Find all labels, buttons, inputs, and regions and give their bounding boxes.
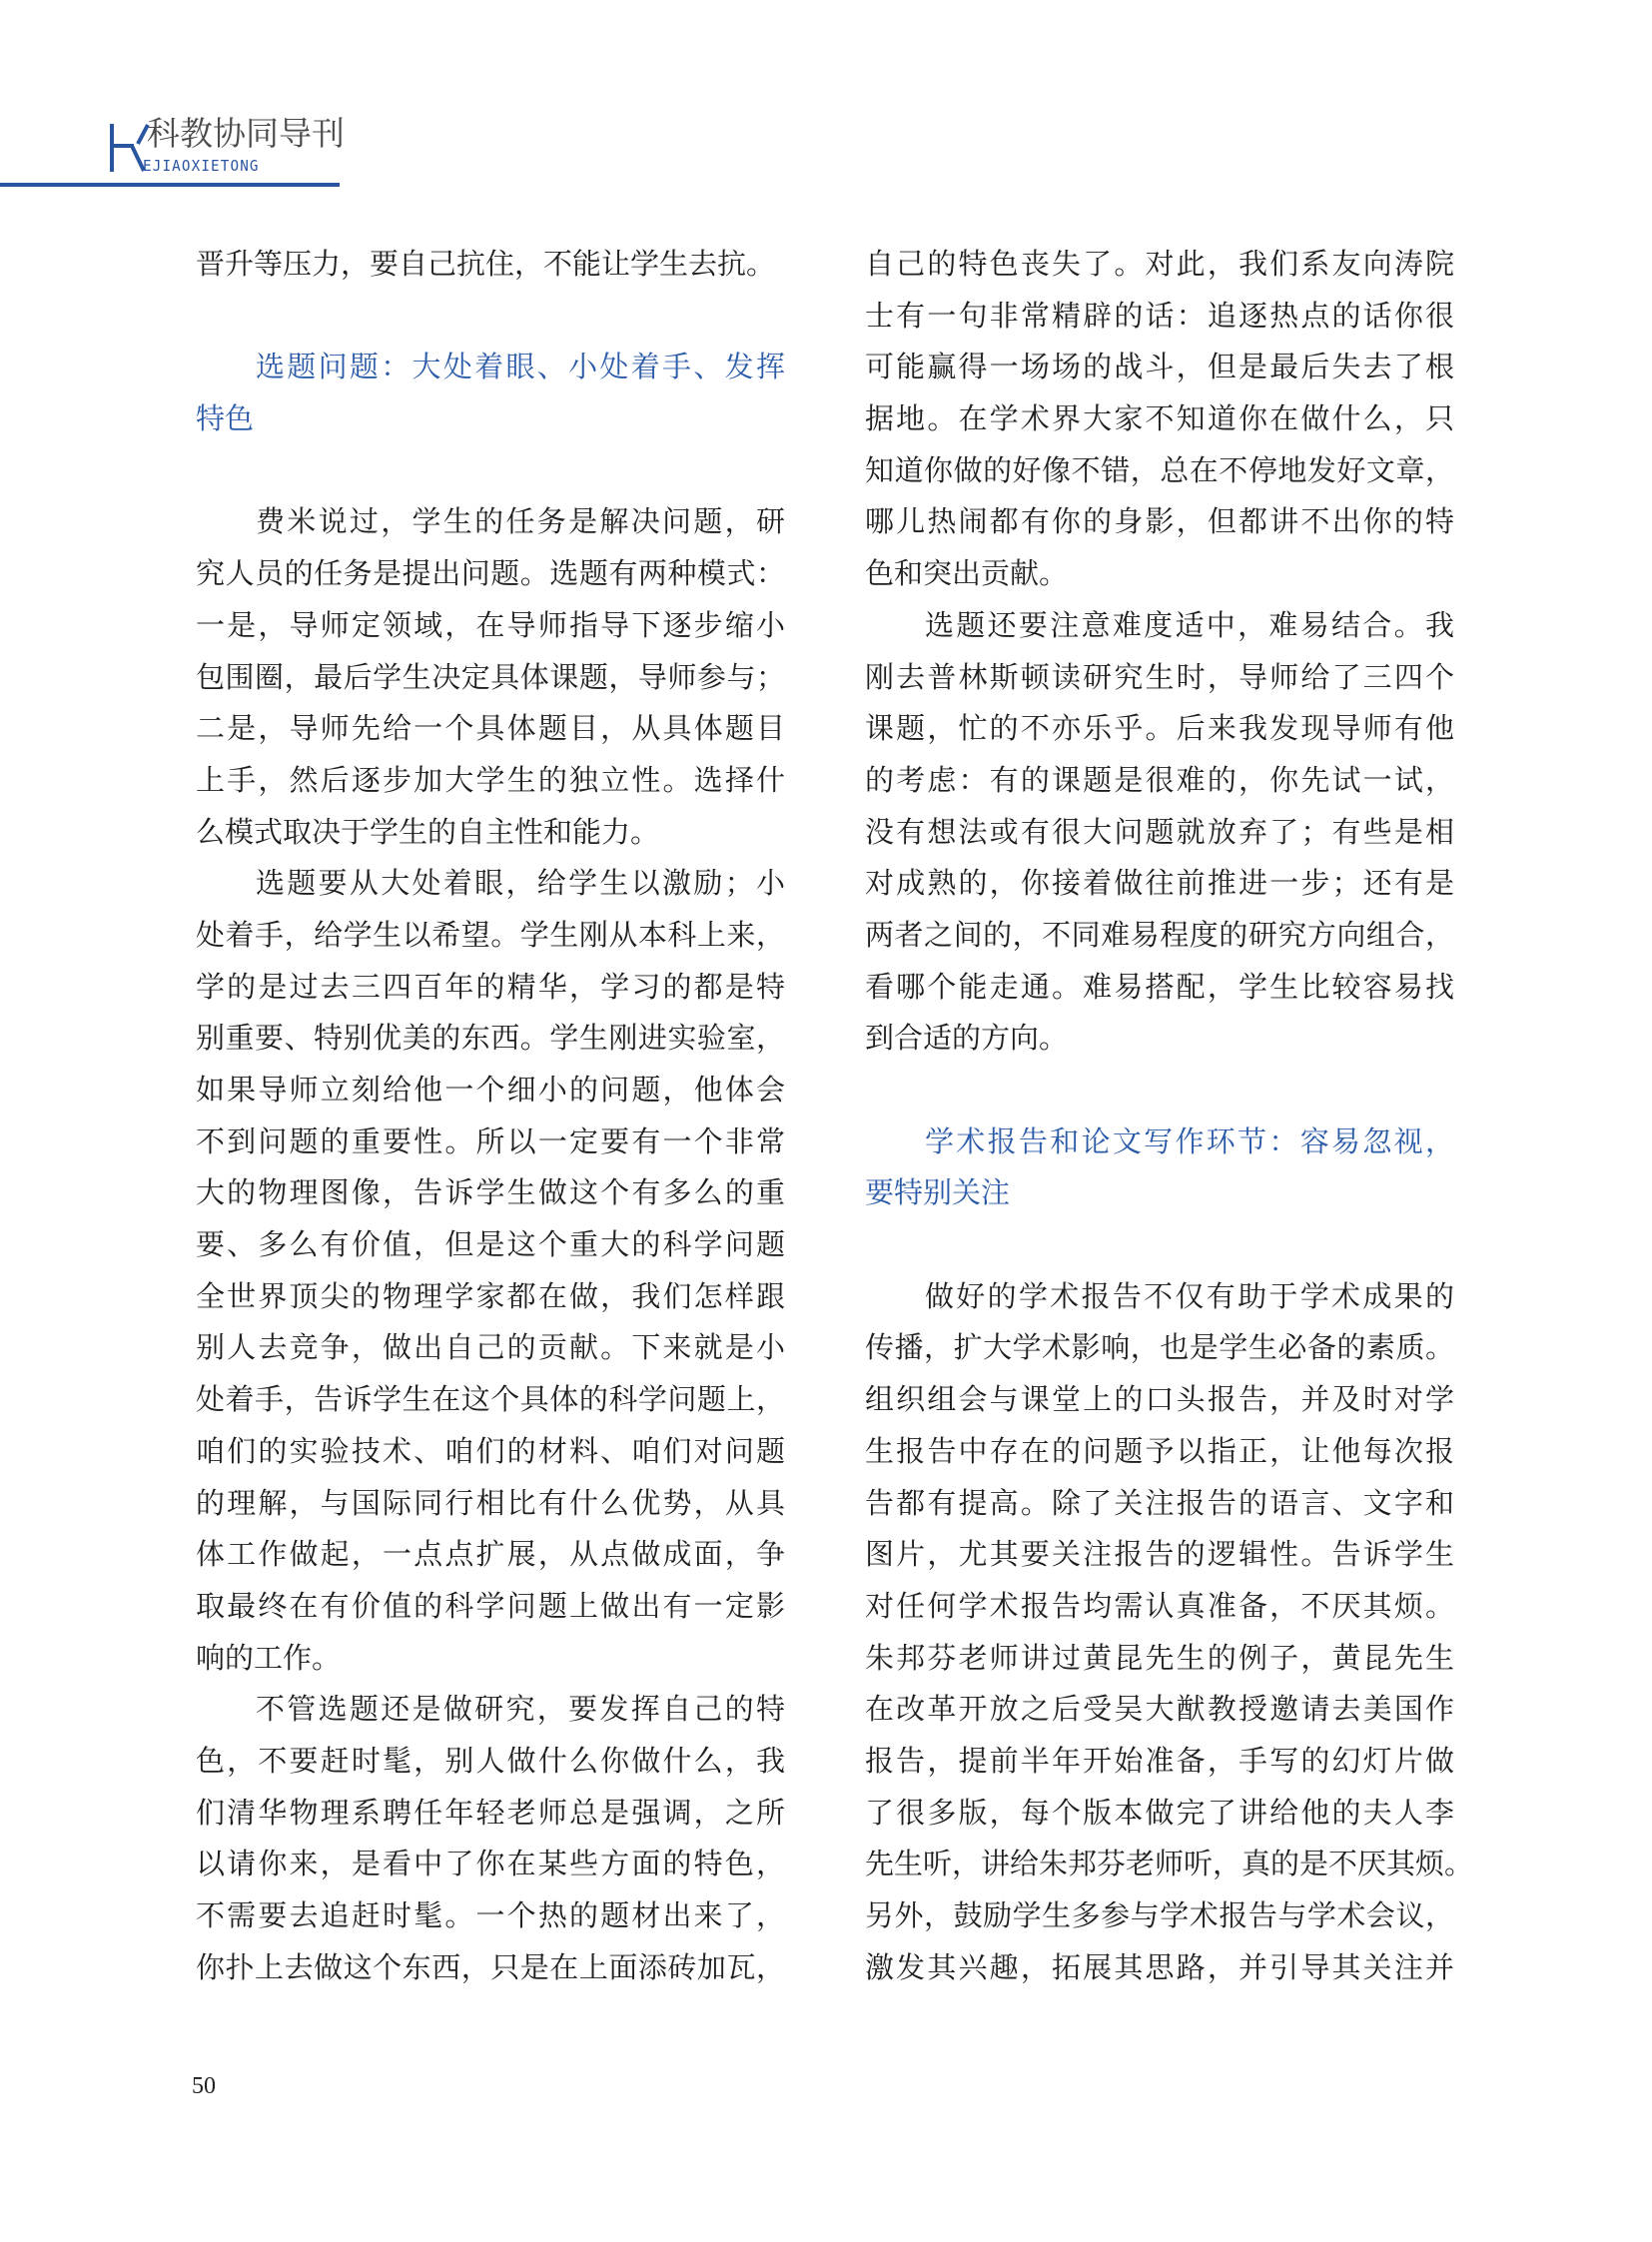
body-text-line: 一是，导师定领域，在导师指导下逐步缩小 — [196, 607, 785, 642]
body-text-line: 据地。在学术界大家不知道你在做什么，只 — [865, 401, 1454, 436]
body-text-line: 在改革开放之后受吴大猷教授邀请去美国作 — [865, 1692, 1454, 1727]
journal-subtitle: EJIAOXIETONG — [143, 157, 260, 175]
body-text-line: 别人去竞争，做出自己的贡献。下来就是小 — [196, 1330, 785, 1365]
body-text-line: 士有一句非常精辟的话：追逐热点的话你很 — [865, 298, 1454, 333]
journal-title: 科教协同导刊 — [147, 114, 345, 153]
body-text-line: 处着手，告诉学生在这个具体的科学问题上， — [196, 1382, 785, 1417]
body-text-line: 自己的特色丧失了。对此，我们系友向涛院 — [865, 247, 1454, 281]
masthead — [0, 100, 360, 192]
body-text-line: 组织组会与课堂上的口头报告，并及时对学 — [865, 1382, 1454, 1417]
body-text-line: 包围圈，最后学生决定具体课题，导师参与； — [196, 659, 785, 694]
body-text-line: 你扑上去做这个东西，只是在上面添砖加瓦， — [196, 1949, 785, 1984]
body-text-line: 上手，然后逐步加大学生的独立性。选择什 — [196, 762, 785, 797]
section-heading-line: 选题问题：大处着眼、小处着手、发挥 — [256, 350, 785, 384]
body-text-line: 体工作做起，一点点扩展，从点做成面，争 — [196, 1537, 785, 1572]
body-text-line: 课题，忙的不亦乐乎。后来我发现导师有他 — [865, 711, 1454, 746]
body-text-line: 做好的学术报告不仅有助于学术成果的 — [925, 1278, 1454, 1313]
body-text-line: 色，不要赶时髦，别人做什么你做什么，我 — [196, 1743, 785, 1778]
section-heading-line: 要特别关注 — [865, 1175, 1011, 1210]
body-text-line: 选题还要注意难度适中，难易结合。我 — [925, 607, 1454, 642]
body-text-line: 对成熟的，你接着做往前推进一步；还有是 — [865, 866, 1454, 901]
body-text-line: 告都有提高。除了关注报告的语言、文字和 — [865, 1485, 1454, 1520]
body-text-line: 两者之间的，不同难易程度的研究方向组合， — [865, 917, 1454, 952]
body-text-line: 到合适的方向。 — [865, 1021, 1069, 1056]
body-text-line: 如果导师立刻给他一个细小的问题，他体会 — [196, 1073, 785, 1107]
section-heading-line: 特色 — [196, 401, 255, 436]
body-text-line: 传播，扩大学术影响，也是学生必备的素质。 — [865, 1330, 1454, 1365]
section-heading-line: 学术报告和论文写作环节：容易忽视， — [925, 1123, 1454, 1158]
body-text-line: 没有想法或有很大问题就放弃了；有些是相 — [865, 814, 1454, 849]
body-text-line: 二是，导师先给一个具体题目，从具体题目 — [196, 711, 785, 746]
body-text-line: 要、多么有价值，但是这个重大的科学问题 — [196, 1227, 785, 1262]
body-text-line: 不需要去追赶时髦。一个热的题材出来了， — [196, 1898, 785, 1932]
blank-line — [196, 291, 785, 343]
body-text-line: 费米说过，学生的任务是解决问题，研 — [256, 504, 785, 539]
body-text-line: 另外，鼓励学生多参与学术报告与学术会议， — [865, 1898, 1454, 1932]
header-rule — [0, 183, 340, 187]
body-text-line: 全世界顶尖的物理学家都在做，我们怎样跟 — [196, 1278, 785, 1313]
body-text-line: 刚去普林斯顿读研究生时，导师给了三四个 — [865, 659, 1454, 694]
body-text-line: 可能赢得一场场的战斗，但是最后失去了根 — [865, 350, 1454, 384]
body-text-line: 响的工作。 — [196, 1640, 342, 1675]
body-text-line: 报告，提前半年开始准备，手写的幻灯片做 — [865, 1743, 1454, 1778]
page-number: 50 — [192, 2073, 216, 2099]
blank-line — [865, 1065, 1454, 1117]
body-text-line: 不到问题的重要性。所以一定要有一个非常 — [196, 1123, 785, 1158]
body-text-line: 看哪个能走通。难易搭配，学生比较容易找 — [865, 969, 1454, 1004]
body-text-line: 图片，尤其要关注报告的逻辑性。告诉学生 — [865, 1537, 1454, 1572]
body-text-line: 取最终在有价值的科学问题上做出有一定影 — [196, 1588, 785, 1623]
body-text-line: 先生听，讲给朱邦芬老师听，真的是不厌其烦。 — [865, 1847, 1474, 1881]
blank-line — [865, 1219, 1454, 1271]
body-text-line: 的理解，与国际同行相比有什么优势，从具 — [196, 1485, 785, 1520]
body-text-line: 别重要、特别优美的东西。学生刚进实验室， — [196, 1021, 785, 1056]
body-text-line: 对任何学术报告均需认真准备，不厌其烦。 — [865, 1588, 1454, 1623]
body-text-line: 了很多版，每个版本做完了讲给他的夫人李 — [865, 1795, 1454, 1830]
body-text-line: 不管选题还是做研究，要发挥自己的特 — [256, 1692, 785, 1727]
body-text-line: 们清华物理系聘任年轻老师总是强调，之所 — [196, 1795, 785, 1830]
body-text-line: 咱们的实验技术、咱们的材料、咱们对问题 — [196, 1433, 785, 1468]
body-text-line: 哪儿热闹都有你的身影，但都讲不出你的特 — [865, 504, 1454, 539]
body-text-line: 以请你来，是看中了你在某些方面的特色， — [196, 1847, 785, 1881]
body-text-line: 大的物理图像，告诉学生做这个有多么的重 — [196, 1175, 785, 1210]
body-text-line: 选题要从大处着眼，给学生以激励；小 — [256, 866, 785, 901]
left-column — [196, 239, 785, 1993]
body-text-line: 的考虑：有的课题是很难的，你先试一试， — [865, 762, 1454, 797]
body-text-line: 色和突出贡献。 — [865, 556, 1069, 591]
blank-line — [196, 445, 785, 497]
body-text-line: 么模式取决于学生的自主性和能力。 — [196, 814, 660, 849]
body-text-line: 激发其兴趣，拓展其思路，并引导其关注并 — [865, 1949, 1454, 1984]
body-text-line: 究人员的任务是提出问题。选题有两种模式： — [196, 556, 785, 591]
body-text-line: 学的是过去三四百年的精华，学习的都是特 — [196, 969, 785, 1004]
body-text-line: 朱邦芬老师讲过黄昆先生的例子，黄昆先生 — [865, 1640, 1454, 1675]
body-text-line: 知道你做的好像不错，总在不停地发好文章， — [865, 452, 1454, 487]
body-text-line: 晋升等压力，要自己抗住，不能让学生去抗。 — [196, 247, 776, 281]
right-column — [865, 239, 1474, 1993]
body-text-line: 生报告中存在的问题予以指正，让他每次报 — [865, 1433, 1454, 1468]
body-text-line: 处着手，给学生以希望。学生刚从本科上来， — [196, 917, 785, 952]
